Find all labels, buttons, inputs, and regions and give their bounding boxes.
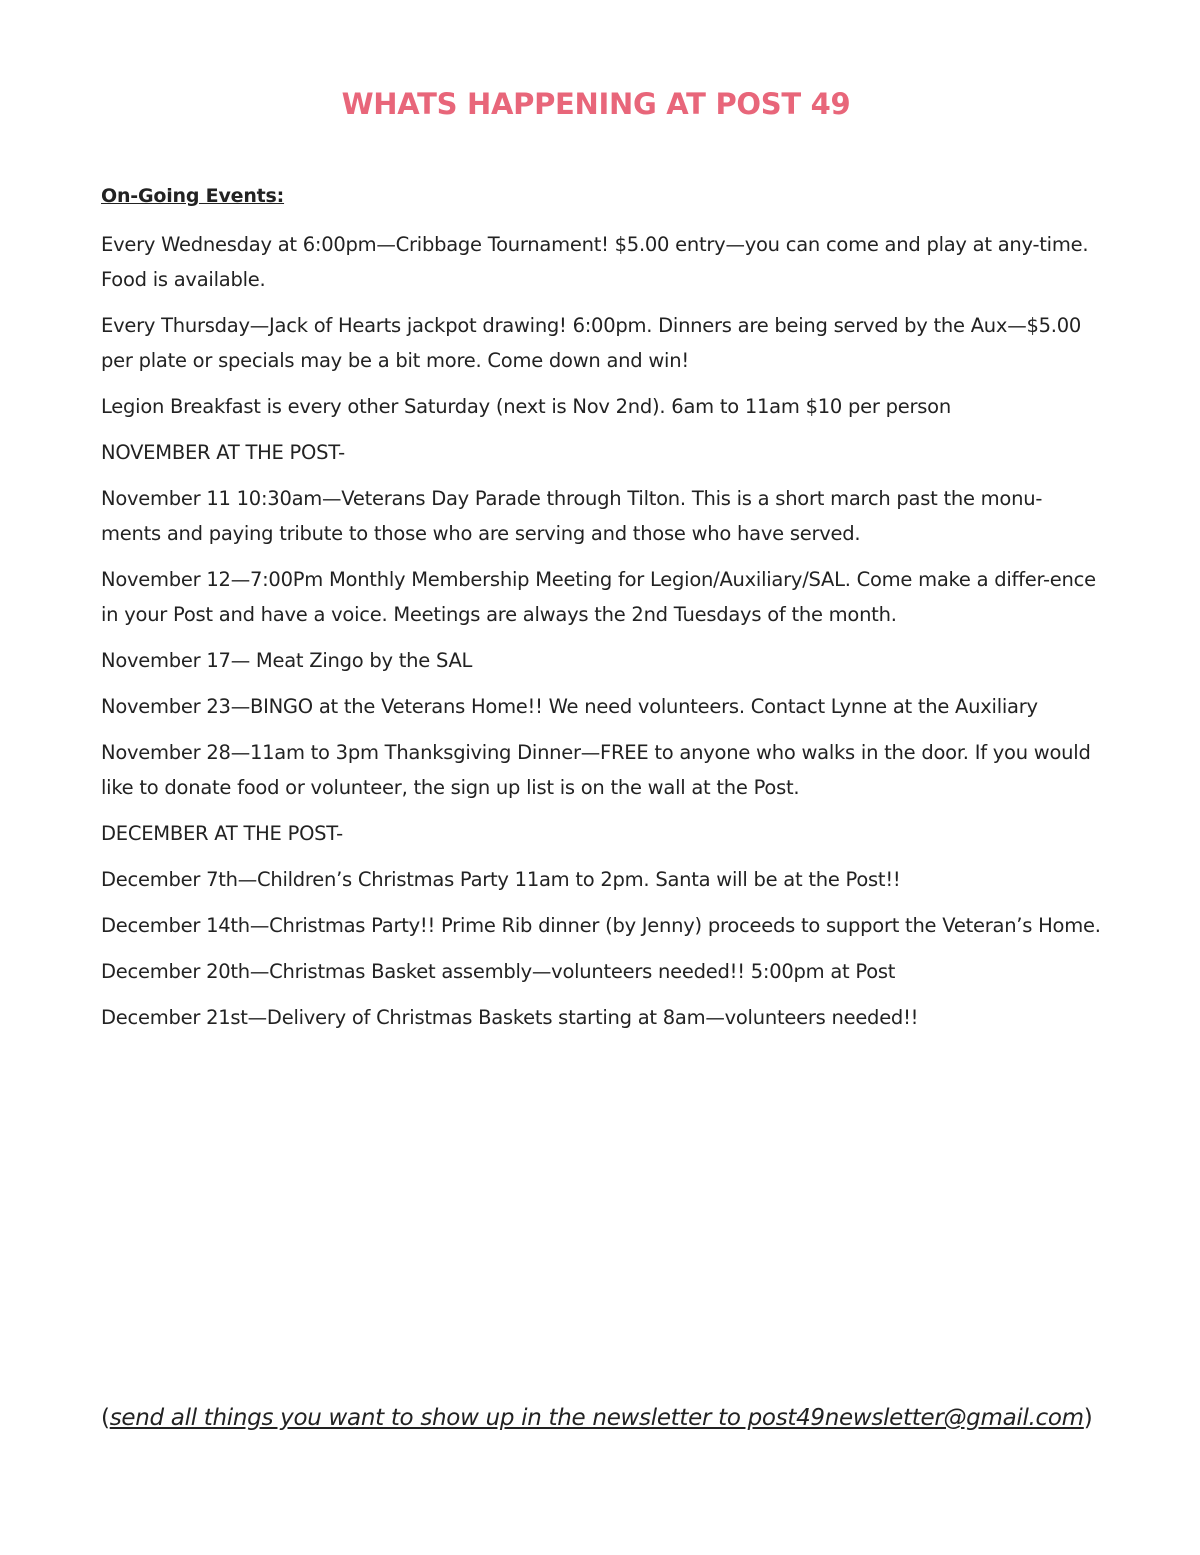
page-title: WHATS HAPPENING AT POST 49 [341,87,851,121]
event-meat-zingo: November 17— Meat Zingo by the SAL [101,649,473,672]
event-jack-of-hearts: Every Thursday—Jack of Hearts jackpot drawing! 6:00pm. Dinners are being served by the Aux—$5.00 per plate or specials may be a bit more. Come down and win! [101,314,1082,372]
event-cribbage-tournament: Every Wednesday at 6:00pm—Cribbage Tournament! $5.00 entry—you can come and play at any-time. Food is available. [101,233,1089,291]
event-childrens-christmas-party: December 7th—Children’s Christmas Party 11am to 2pm. Santa will be at the Post!! [101,868,901,891]
event-christmas-basket-assembly: December 20th—Christmas Basket assembly—volunteers needed!! 5:00pm at Post [101,960,896,983]
heading-november: NOVEMBER AT THE POST- [101,441,345,464]
event-bingo-veterans-home: November 23—BINGO at the Veterans Home!! We need volunteers. Contact Lynne at the Auxiliary [101,695,1038,718]
newsletter-submission-note [101,1402,1101,1434]
event-thanksgiving-dinner: November 28—11am to 3pm Thanksgiving Dinner—FREE to anyone who walks in the door. If you would like to donate food or volunteer, the sign up list is on the wall at the Post. [101,741,1091,799]
event-veterans-day-parade: November 11 10:30am—Veterans Day Parade through Tilton. This is a short march past the monu-ments and paying tribute to those who are serving and those who have served. [101,487,1043,545]
event-christmas-basket-delivery: December 21st—Delivery of Christmas Baskets starting at 8am—volunteers needed!! [101,1006,919,1029]
event-legion-breakfast: Legion Breakfast is every other Saturday (next is Nov 2nd). 6am to 11am $10 per person [101,395,951,418]
heading-december: DECEMBER AT THE POST- [101,822,343,845]
section-heading-ongoing-events: On-Going Events: [101,185,285,207]
event-christmas-party: December 14th—Christmas Party!! Prime Rib dinner (by Jenny) proceeds to support the Veteran’s Home. [101,914,1101,937]
event-membership-meeting: November 12—7:00Pm Monthly Membership Meeting for Legion/Auxiliary/SAL. Come make a differ-ence in your Post and have a voice. Meetings are always the 2nd Tuesdays of the month. [101,568,1096,626]
newsletter-email-link[interactable]: send all things you want to show up in the newsletter to post49newsletter@gmail.com [109,1405,1084,1431]
footer-open-paren: ( [101,1405,110,1431]
events-content [101,183,1101,1046]
footer-close-paren: ) [1083,1405,1093,1431]
